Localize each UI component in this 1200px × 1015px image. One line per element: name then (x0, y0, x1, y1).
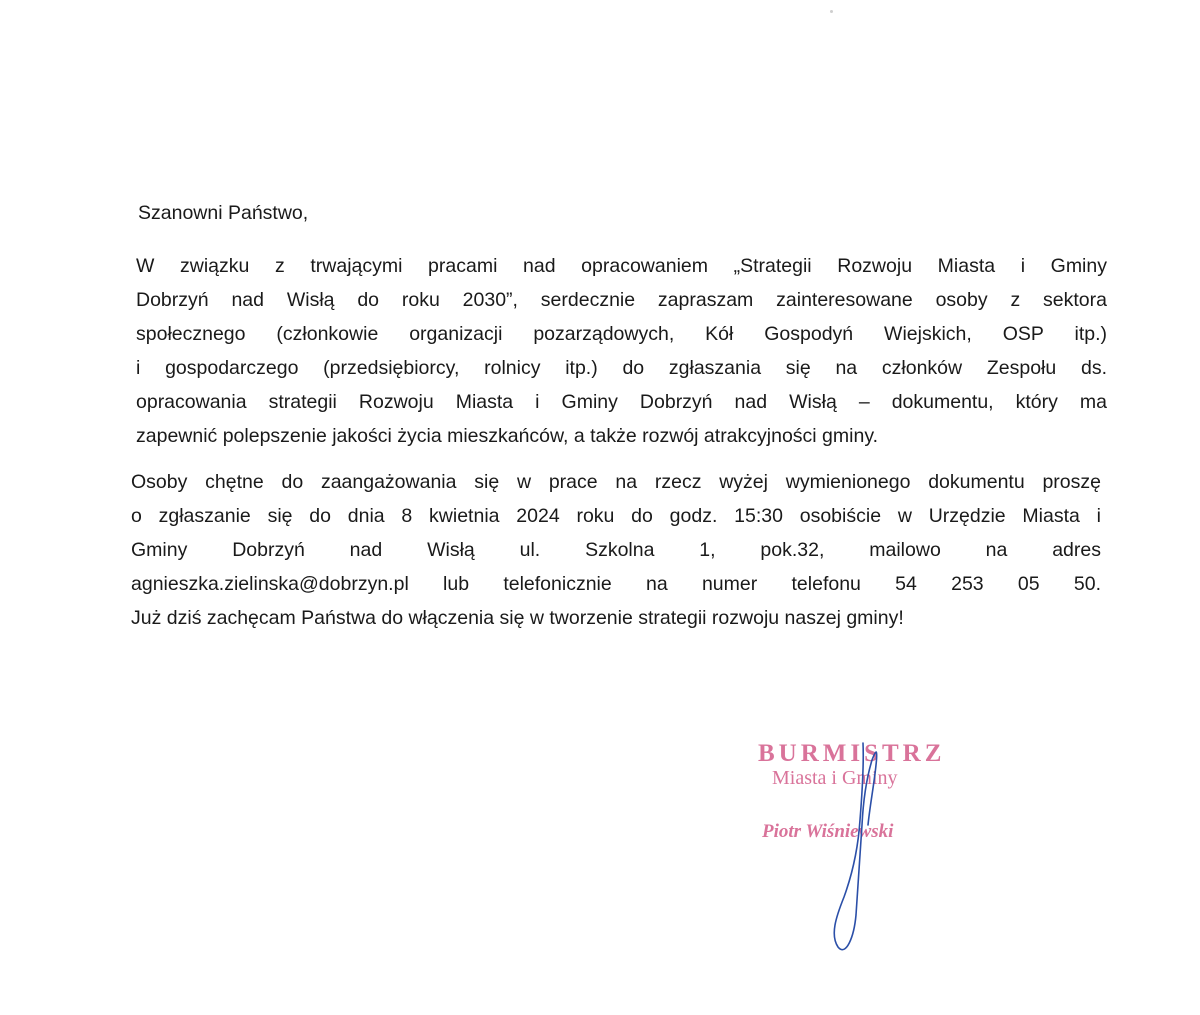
paragraph-line: społecznego (członkowie organizacji pozarządowych, Kół Gospodyń Wiejskich, OSP itp.) (136, 323, 1107, 345)
paragraph-line: opracowania strategii Rozwoju Miasta i Gminy Dobrzyń nad Wisłą – dokumentu, który ma (136, 391, 1107, 413)
paragraph-line: Już dziś zachęcam Państwa do włączenia się w tworzenie strategii rozwoju naszej gminy! (131, 607, 904, 629)
handwritten-signature (800, 725, 920, 960)
paragraph-contact (131, 465, 1101, 635)
greeting: Szanowni Państwo, (138, 202, 309, 224)
stamp-title: BURMISTRZ (758, 740, 946, 767)
paragraph-line: W związku z trwającymi pracami nad opracowaniem „Strategii Rozwoju Miasta i Gminy (136, 255, 1107, 277)
stamp-subtitle: Miasta i Gminy (772, 767, 898, 789)
paragraph-line: Gminy Dobrzyń nad Wisłą ul. Szkolna 1, pok.32, mailowo na adres (131, 539, 1101, 561)
paragraph-line: Osoby chętne do zaangażowania się w prace na rzecz wyżej wymienionego dokumentu proszę (131, 471, 1101, 493)
scan-speck (830, 10, 833, 13)
paragraph-line: o zgłaszanie się do dnia 8 kwietnia 2024 roku do godz. 15:30 osobiście w Urzędzie Miasta i (131, 505, 1101, 527)
paragraph-line: agnieszka.zielinska@dobrzyn.pl lub telefonicznie na numer telefonu 54 253 05 50. (131, 573, 1101, 595)
stamp-name: Piotr Wiśniewski (762, 821, 894, 842)
paragraph-line: zapewnić polepszenie jakości życia mieszkańców, a także rozwój atrakcyjności gminy. (136, 425, 879, 447)
paragraph-line: Dobrzyń nad Wisłą do roku 2030”, serdecznie zapraszam zainteresowane osoby z sektora (136, 289, 1107, 311)
paragraph-invitation (136, 249, 1107, 453)
paragraph-line: i gospodarczego (przedsiębiorcy, rolnicy itp.) do zgłaszania się na członków Zespołu ds. (136, 357, 1107, 379)
